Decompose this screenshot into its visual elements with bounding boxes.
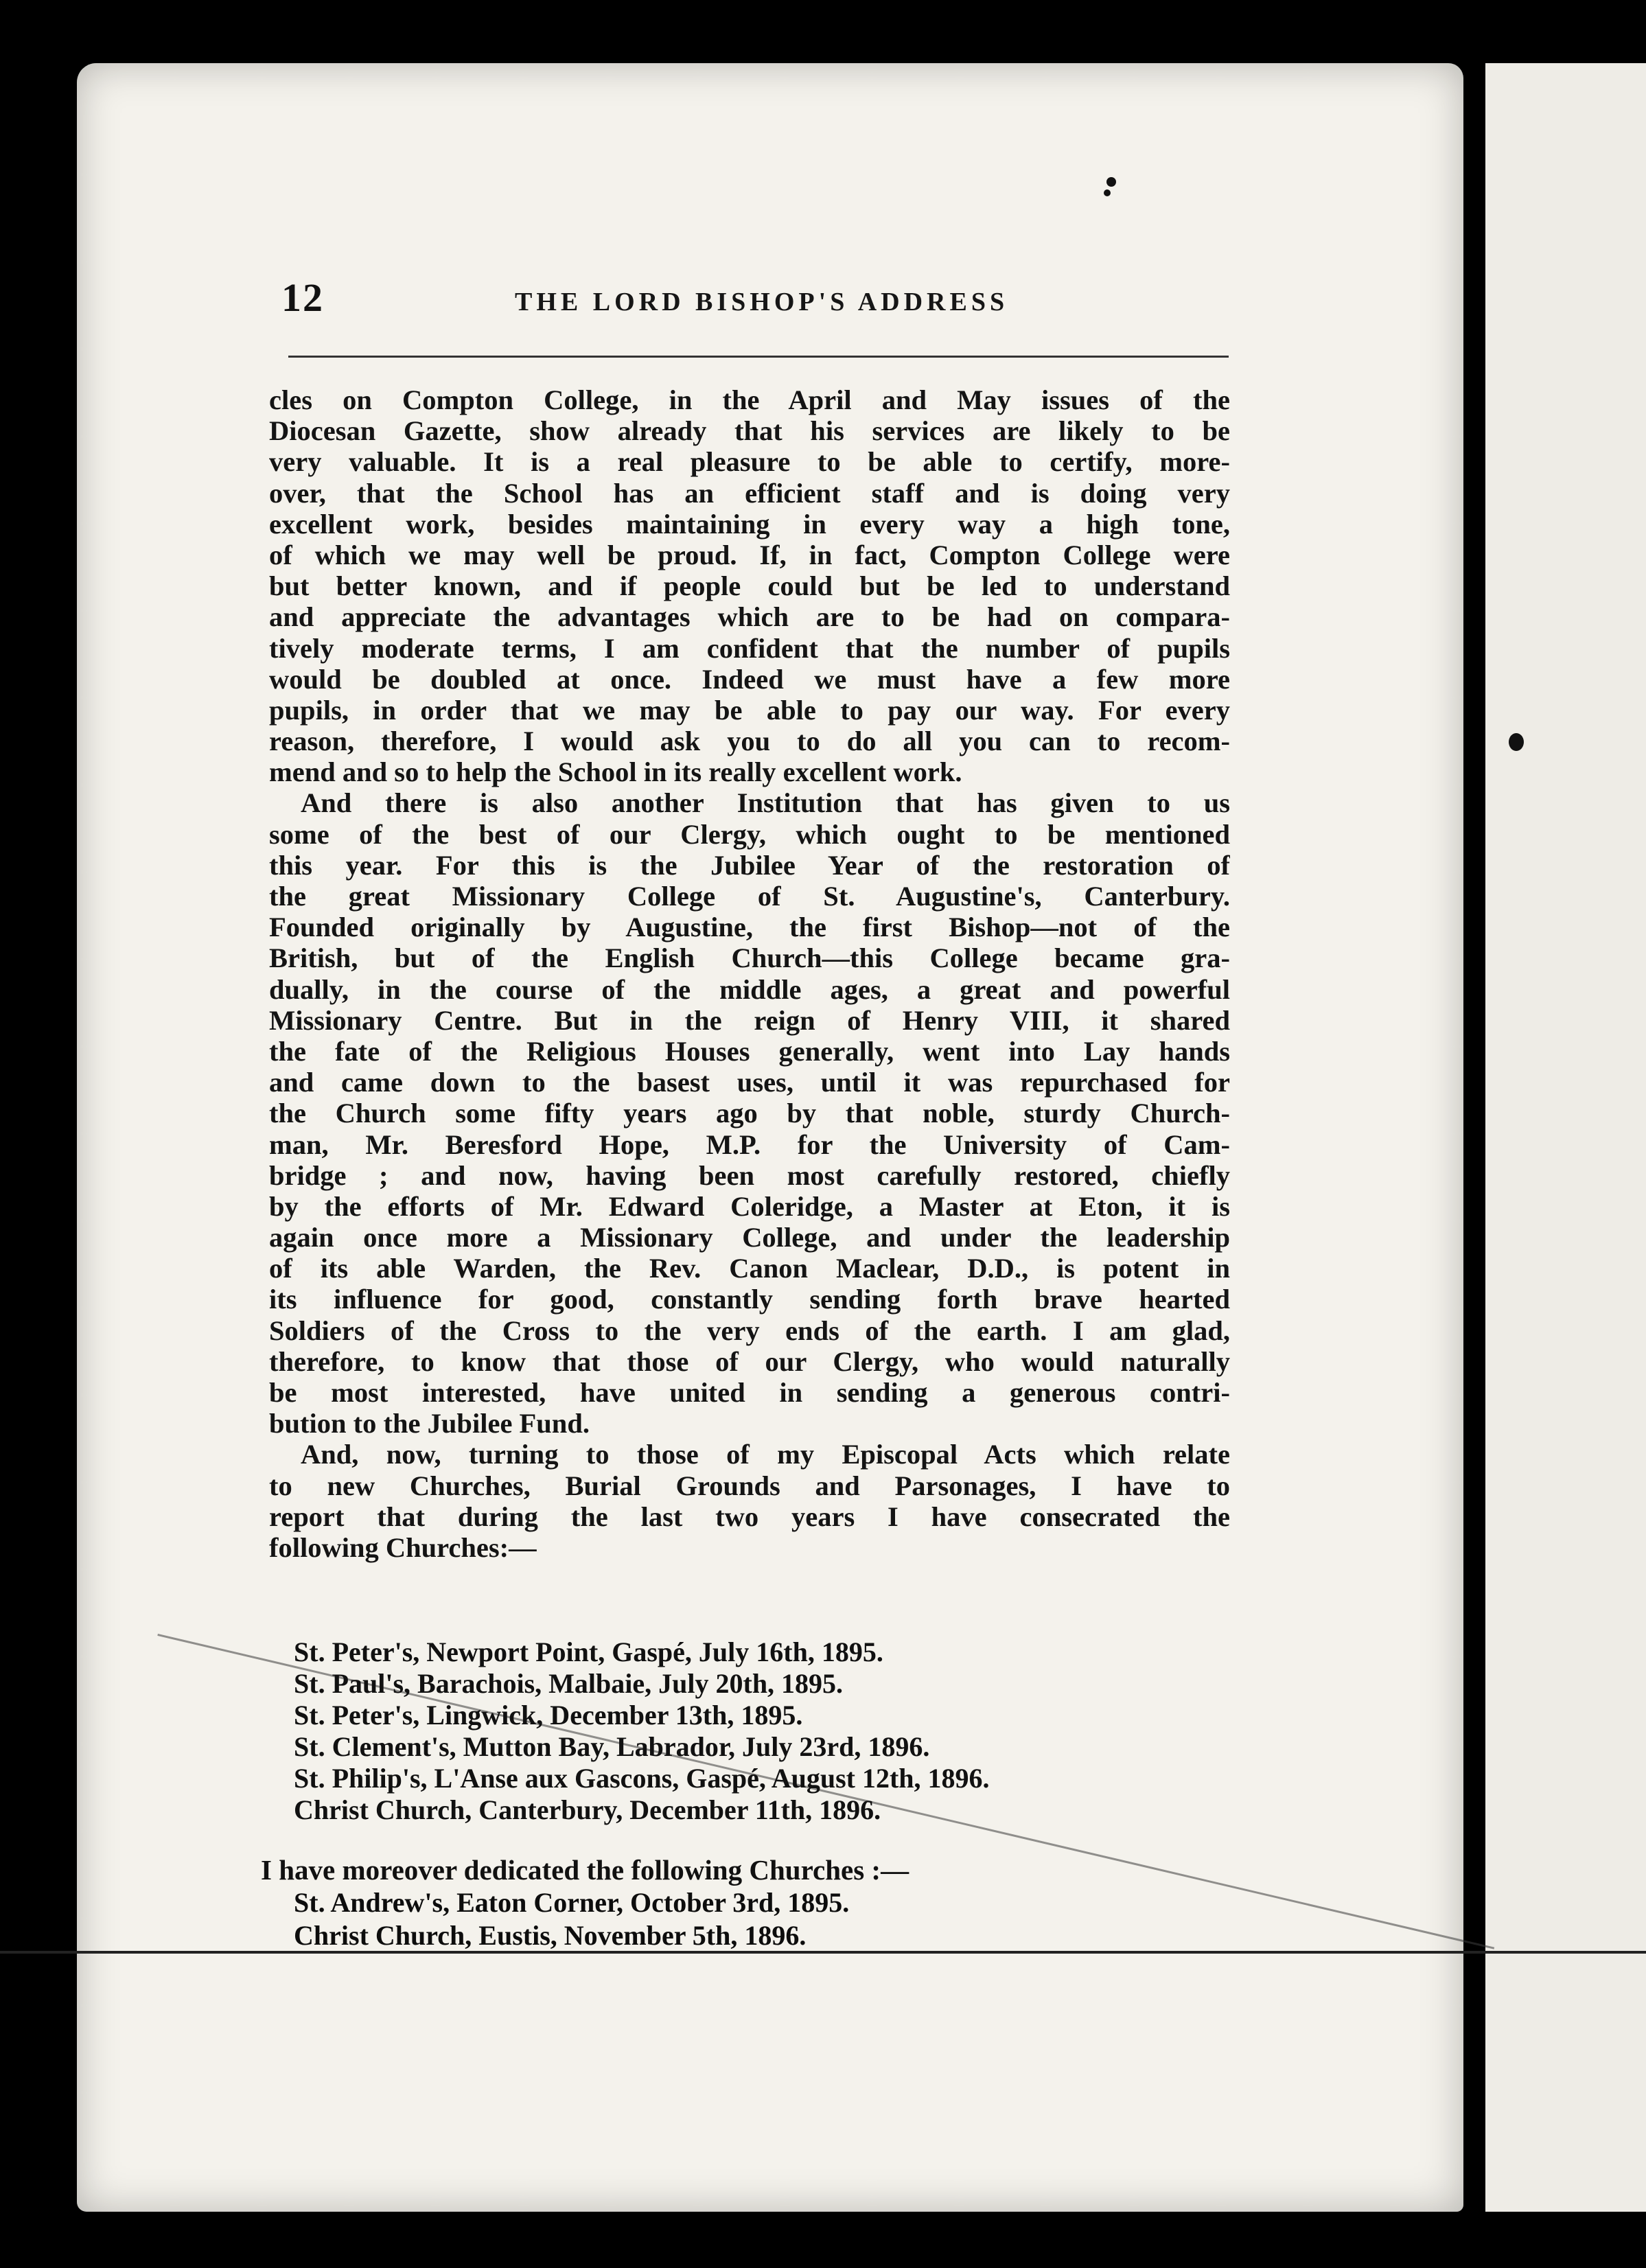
text-line: very valuable. It is a real pleasure to be able to certify, more- (269, 446, 1230, 478)
list-item: St. Peter's, Lingwick, December 13th, 1895. (294, 1700, 803, 1731)
list-item: St. Clement's, Mutton Bay, Labrador, July 23rd, 1896. (294, 1731, 930, 1762)
text-line: And, now, turning to those of my Episcopal Acts which relate (301, 1439, 1230, 1470)
text-line: report that during the last two years I have consecrated the (269, 1501, 1230, 1532)
ink-speck (1106, 177, 1116, 187)
text-line: be most interested, have united in sending a generous contri- (269, 1377, 1230, 1408)
page-header (281, 275, 1242, 329)
ink-speck (1509, 733, 1524, 751)
dedication-intro: I have moreover dedicated the following Churches :— (261, 1854, 909, 1886)
text-line: by the efforts of Mr. Edward Coleridge, a Master at Eton, it is (269, 1190, 1230, 1222)
text-line: cles on Compton College, in the April and May issues of the (269, 384, 1230, 415)
text-line: of its able Warden, the Rev. Canon Maclear, D.D., is potent in (269, 1253, 1230, 1284)
text-line: dually, in the course of the middle ages, a great and powerful (269, 973, 1230, 1005)
text-line: again once more a Missionary College, and under the leadership (269, 1222, 1230, 1253)
text-line: Diocesan Gazette, show already that his services are likely to be (269, 415, 1230, 447)
text-line: some of the best of our Clergy, which ought to be mentioned (269, 818, 1230, 850)
list-item: St. Andrew's, Eaton Corner, October 3rd, 1895. (294, 1887, 850, 1918)
text-line: of which we may well be proud. If, in fact, Compton College were (269, 539, 1230, 570)
text-line: its influence for good, constantly sending forth brave hearted (269, 1284, 1230, 1315)
text-line: And there is also another Institution that has given to us (301, 787, 1230, 819)
text-line: mend and so to help the School in its really excellent work. (269, 756, 962, 788)
text-line: bridge ; and now, having been most carefully restored, chiefly (269, 1159, 1230, 1191)
text-line: the fate of the Religious Houses generally, went into Lay hands (269, 1035, 1230, 1067)
body-text (269, 384, 1230, 1563)
running-head: THE LORD BISHOP'S ADDRESS (515, 288, 1009, 316)
text-line: man, Mr. Beresford Hope, M.P. for the University of Cam- (269, 1129, 1230, 1160)
list-item: Christ Church, Eustis, November 5th, 1896. (294, 1920, 807, 1951)
text-line: and came down to the basest uses, until it was repurchased for (269, 1067, 1230, 1098)
text-line: British, but of the English Church—this College became gra- (269, 942, 1230, 974)
text-line: but better known, and if people could but be led to understand (269, 570, 1230, 602)
gutter-shadow (1463, 63, 1476, 2212)
page-number: 12 (281, 275, 324, 320)
text-line: excellent work, besides maintaining in every way a high tone, (269, 508, 1230, 540)
header-rule (288, 356, 1229, 358)
text-line: over, that the School has an efficient staff and is doing very (269, 477, 1230, 509)
text-line: following Churches:— (269, 1531, 537, 1563)
text-line: Founded originally by Augustine, the first Bishop—not of the (269, 912, 1230, 943)
list-item: St. Paul's, Barachois, Malbaie, July 20th, 1895. (294, 1668, 844, 1699)
text-line: would be doubled at once. Indeed we must have a few more (269, 663, 1230, 695)
list-item: Christ Church, Canterbury, December 11th, 1896. (294, 1794, 881, 1825)
text-line: the Church some fifty years ago by that noble, sturdy Church- (269, 1098, 1230, 1129)
dedicated-churches-list (294, 1886, 1255, 1952)
consecrated-churches-list (269, 1636, 1230, 1826)
list-item: St. Peter's, Newport Point, Gaspé, July 16th, 1895. (294, 1636, 883, 1667)
text-line: tively moderate terms, I am confident that the number of pupils (269, 632, 1230, 664)
text-line: the great Missionary College of St. Augustine's, Canterbury. (269, 881, 1230, 912)
text-line: this year. For this is the Jubilee Year of the restoration of (269, 849, 1230, 881)
text-line: to new Churches, Burial Grounds and Parsonages, I have to (269, 1470, 1230, 1501)
text-line: pupils, in order that we may be able to pay our way. For every (269, 694, 1230, 726)
list-item: St. Philip's, L'Anse aux Gascons, Gaspé, August 12th, 1896. (294, 1763, 990, 1794)
ink-speck (1104, 189, 1111, 196)
text-line: Missionary Centre. But in the reign of Henry VIII, it shared (269, 1004, 1230, 1036)
text-line: bution to the Jubilee Fund. (269, 1408, 590, 1439)
text-line: and appreciate the advantages which are to be had on compara- (269, 601, 1230, 633)
text-line: reason, therefore, I would ask you to do all you can to recom- (269, 726, 1230, 757)
text-line: therefore, to know that those of our Clergy, who would naturally (269, 1345, 1230, 1377)
adjacent-page-edge (1476, 63, 1646, 2212)
text-line: Soldiers of the Cross to the very ends of the earth. I am glad, (269, 1315, 1230, 1346)
